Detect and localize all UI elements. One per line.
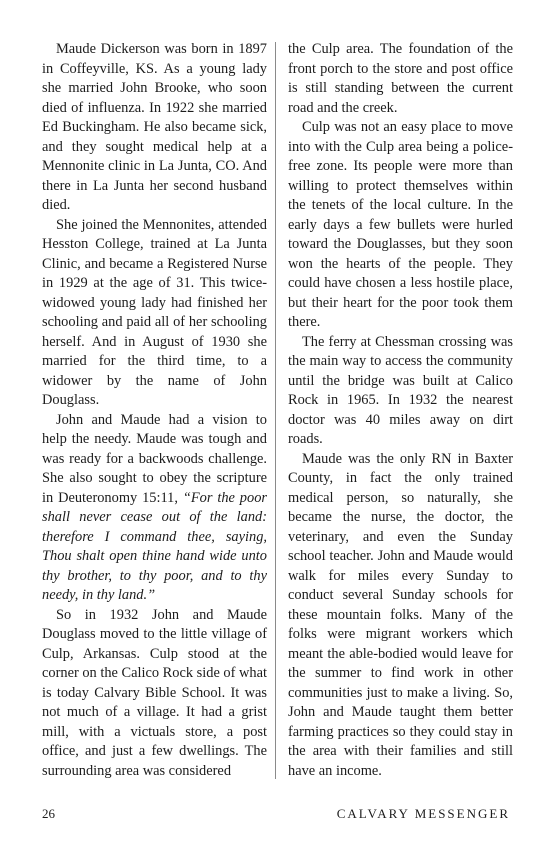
paragraph-only-rn: Maude was the only RN in Baxter County, in fact the only trained medical person, so naturally, she became the nurse, the doctor, the veterinary, and even the Sunday school teacher. John and Maude would walk for miles every Sunday to conduct several Sunday schools for these mountain folks. Many of the folks were migrant workers which meant the able-bodied would leave for the summer to find work in other communities just to make a living. So, John and Maude taught them better farming practices so they could stay in the area with their families and still have an income. [288, 450, 513, 779]
paragraph-continuation: the Culp area. The foundation of the front porch to the store and post office is still standing between the current road and the creek. [288, 41, 513, 116]
paragraph-culp-police-free: Culp was not an easy place to move into with the Culp area being a police-free zone. Its people were more than willing to protect themselves within the tenets of the local culture. In the early days a few bullets were hurled toward the Douglasses, but they soon won the hearts of the people. They could have chosen a less hostile place, but their heart for the poor took them there. [288, 119, 513, 330]
paragraph-vision [42, 411, 267, 606]
paragraph-maude-birth: Maude Dickerson was born in 1897 in Coffeyville, KS. As a young lady she married John Brooke, who soon died of influenza. In 1922 she married Ed Buckingham. He also became sick, and they sought medical help at a Mennonite clinic in La Junta, CO. And there in La Junta her second husband died. [42, 41, 267, 213]
paragraph-move-to-culp: So in 1932 John and Maude Douglass moved to the little village of Culp, Arkansas. Culp stood at the corner on the Calico Rock side of what is today Calvary Bible School. It was not much of a village. It had a grist mill, with a victuals store, a post office, and just a few dwellings. The surrounding area was considered [42, 606, 267, 779]
column-divider [275, 42, 276, 779]
paragraph-ferry: The ferry at Chessman crossing was the main way to access the community until the bridge was built at Calico Rock in 1965. In 1932 the nearest doctor was 40 miles away on dirt roads. [288, 333, 513, 447]
scripture-quote: “For the poor shall never cease out of the land: therefore I command thee, saying, Thou shalt open thine hand wide unto thy brother, to thy poor, and to thy needy, in thy land.” [42, 489, 267, 603]
page-number: 26 [42, 806, 55, 821]
paragraph-vision-text: John and Maude had a vision to help the needy. Maude was tough and was ready for a backwoods challenge. She also sought to obey the scripture in Deuteronomy 15:11, [42, 411, 267, 506]
right-column [288, 40, 513, 781]
paragraph-mennonites: She joined the Mennonites, attended Hesston College, trained at La Junta Clinic, and became a Registered Nurse in 1929 at the age of 31. This twice-widowed young lady had finished her schooling and paid all of her schooling herself. And in August of 1930 she married for the third time, to a widower by the name of John Douglass. [42, 216, 267, 408]
left-column [42, 40, 267, 781]
running-title: CALVARY MESSENGER [336, 806, 510, 821]
